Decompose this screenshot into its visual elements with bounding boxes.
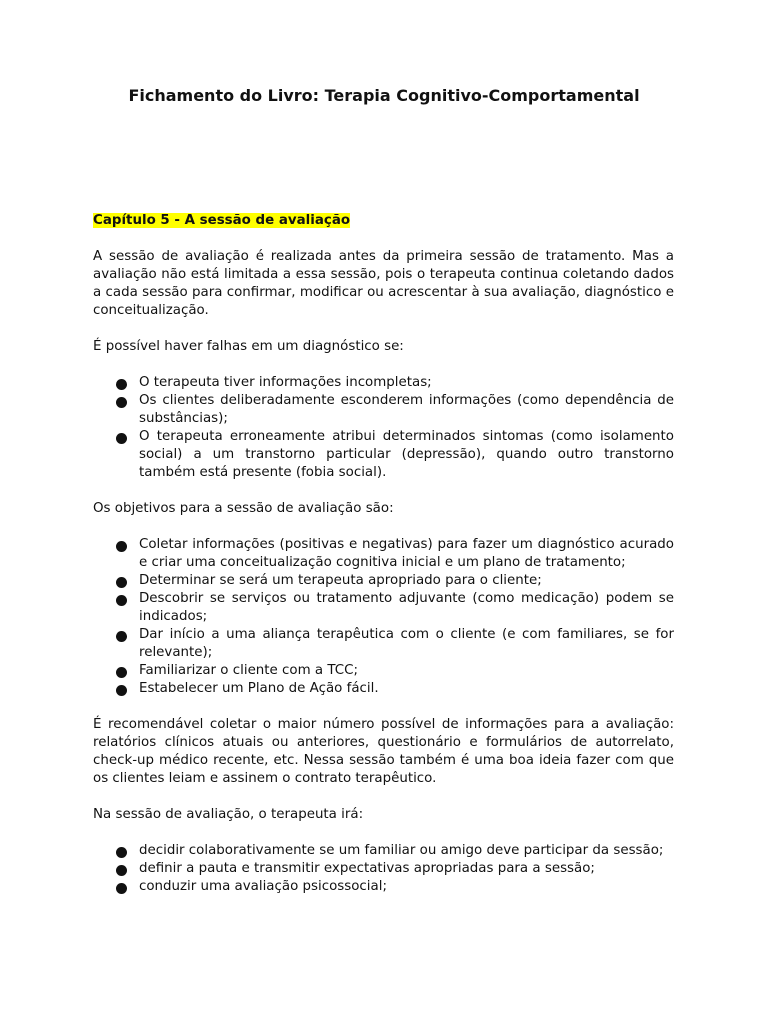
bullet-icon <box>116 577 127 588</box>
list-item <box>93 374 674 392</box>
bullet-icon <box>116 397 127 408</box>
bullet-icon <box>116 847 127 858</box>
bullet-icon <box>116 685 127 696</box>
list-item-text: Familiarizar o cliente com a TCC; <box>139 663 358 678</box>
document-body <box>93 212 674 914</box>
list-item <box>93 590 674 626</box>
paragraph-therapist-tasks: Na sessão de avaliação, o terapeuta irá: <box>93 807 364 822</box>
list-item <box>93 428 674 482</box>
list-item <box>93 536 674 572</box>
paragraph-diagnosis-failures: É possível haver falhas em um diagnóstico se: <box>93 339 404 354</box>
list-item-text: Os clientes deliberadamente esconderem informações (como dependência de substâncias); <box>139 393 674 426</box>
list-item-text: definir a pauta e transmitir expectativas apropriadas para a sessão; <box>139 861 595 876</box>
bullet-icon <box>116 541 127 552</box>
paragraph-objectives: Os objetivos para a sessão de avaliação são: <box>93 501 394 516</box>
list-item <box>93 842 674 860</box>
list-item <box>93 878 674 896</box>
list-objectives <box>93 536 674 698</box>
list-item-text: Dar início a uma aliança terapêutica com o cliente (e com familiares, se for relevante); <box>139 627 674 660</box>
paragraph-information-gathering: É recomendável coletar o maior número possível de informações para a avaliação: relatórios clínicos atuais ou anteriores, questionário e formulários de autorrelato, check-up médico recente, etc. Nessa sessão também é uma boa ideia fazer com que os clientes leiam e assinem o contrato terapêutico. <box>93 717 674 786</box>
bullet-icon <box>116 631 127 642</box>
bullet-icon <box>116 865 127 876</box>
list-item-text: Determinar se será um terapeuta apropriado para o cliente; <box>139 573 542 588</box>
bullet-icon <box>116 667 127 678</box>
chapter-heading-text: Capítulo 5 - A sessão de avaliação <box>93 213 351 228</box>
list-item <box>93 572 674 590</box>
list-item <box>93 626 674 662</box>
list-item-text: O terapeuta erroneamente atribui determinados sintomas (como isolamento social) a um transtorno particular (depressão), quando outro transtorno também está presente (fobia social). <box>139 429 674 480</box>
bullet-icon <box>116 883 127 894</box>
list-item-text: Coletar informações (positivas e negativas) para fazer um diagnóstico acurado e criar uma conceitualização cognitiva inicial e um plano de tratamento; <box>139 537 674 570</box>
chapter-heading <box>93 212 674 230</box>
bullet-icon <box>116 433 127 444</box>
bullet-icon <box>116 379 127 390</box>
list-item-text: conduzir uma avaliação psicossocial; <box>139 879 387 894</box>
paragraph-intro: A sessão de avaliação é realizada antes da primeira sessão de tratamento. Mas a avaliação não está limitada a essa sessão, pois o terapeuta continua coletando dados a cada sessão para confirmar, modificar ou acrescentar à sua avaliação, diagnóstico e conceitualização. <box>93 249 674 318</box>
list-item <box>93 392 674 428</box>
list-item <box>93 662 674 680</box>
list-diagnosis-failures <box>93 374 674 482</box>
document-title: Fichamento do Livro: Terapia Cognitivo-Comportamental <box>128 86 640 105</box>
list-item-text: O terapeuta tiver informações incompletas; <box>139 375 432 390</box>
list-item <box>93 680 674 698</box>
list-item-text: decidir colaborativamente se um familiar ou amigo deve participar da sessão; <box>139 843 664 858</box>
bullet-icon <box>116 595 127 606</box>
list-therapist-tasks <box>93 842 674 896</box>
list-item-text: Estabelecer um Plano de Ação fácil. <box>139 681 379 696</box>
list-item-text: Descobrir se serviços ou tratamento adjuvante (como medicação) podem se indicados; <box>139 591 674 624</box>
list-item <box>93 860 674 878</box>
